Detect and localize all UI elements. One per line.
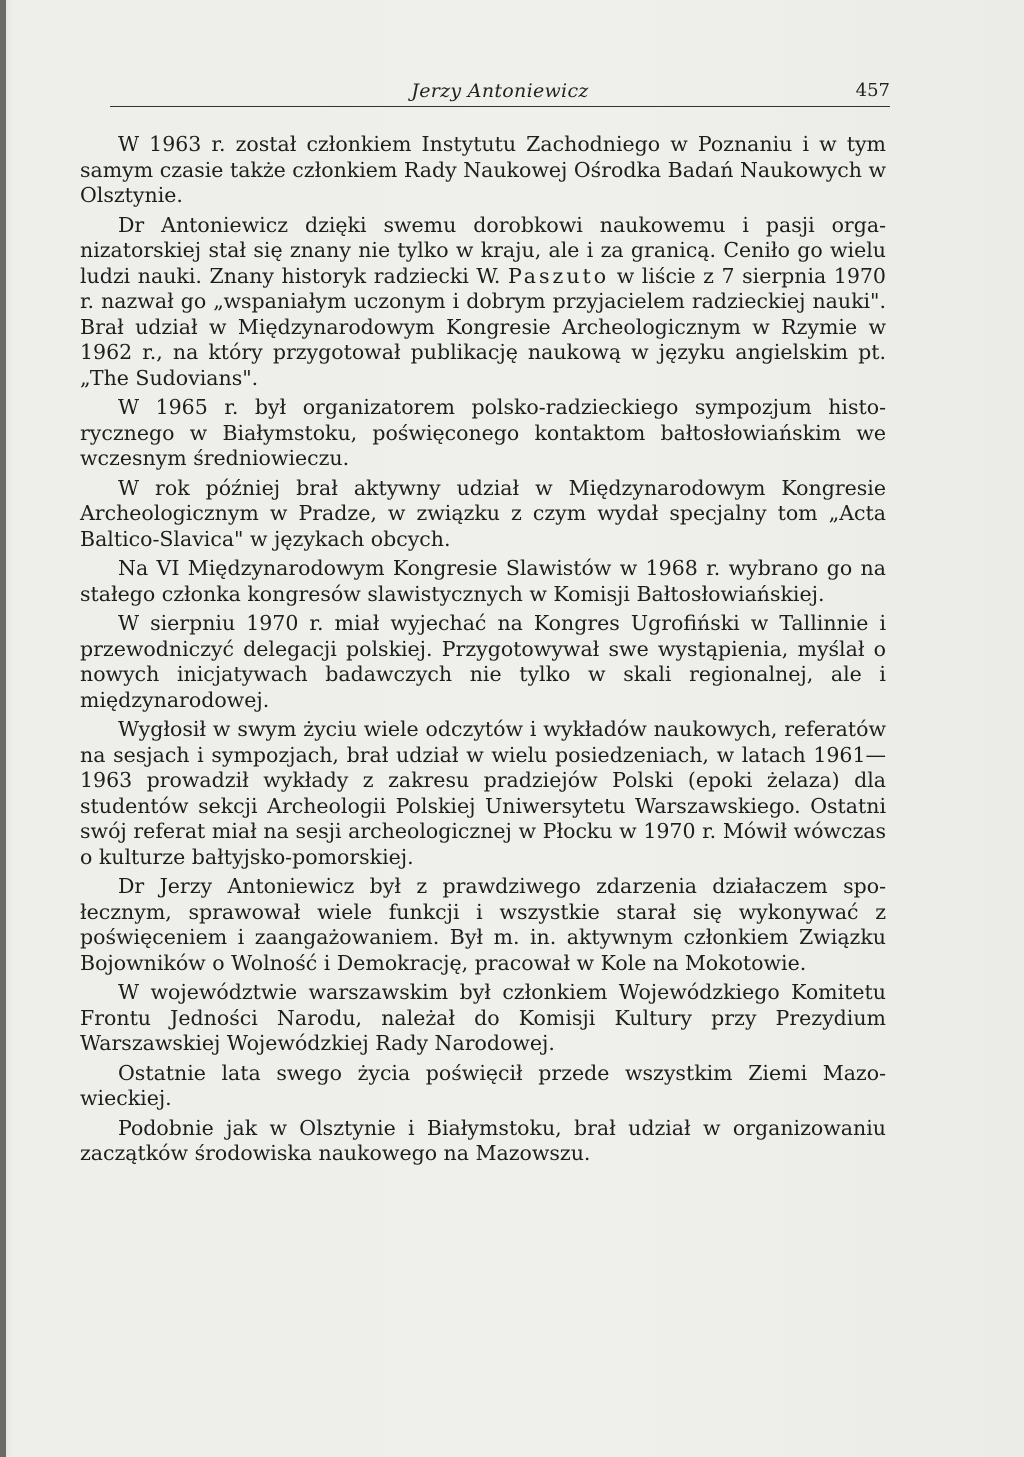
spaced-name: Paszuto — [507, 263, 610, 288]
paragraph-5: Na VI Międzynarodowym Kongresie Slawistów w 1968 r. wybrano go na stałego członka kongresów slawistycznych w Komisji Bałtosłowiańskiej. — [80, 556, 886, 606]
paragraph-9: W województwie warszawskim był członkiem Wojewódzkiego Komitetu Frontu Jedności Narodu, należał do Komisji Kultury przy Prezydium Warszawskiej Wojewódzkiej Rady Narodowej. — [80, 980, 886, 1055]
paragraph-6: W sierpniu 1970 r. miał wyjechać na Kongres Ugrofiński w Tallinnie i przewodniczyć delegacji polskiej. Przygotowywał swe wystąpienia, myślał o nowych inicjatywach badawczych nie tylko w skali regionalnej, ale i międzynarodowej. — [80, 611, 886, 712]
paragraph-2-text: Dr Antoniewicz dzięki swemu dorobkowi naukowemu i pasji organizatorskiej stał się znany nie tylko w kraju, ale i za granicą. Ceniło go wielu ludzi nauki. Znany historyk radziecki W. — [80, 212, 886, 288]
article-body — [80, 132, 886, 1171]
paragraph-11: Podobnie jak w Olsztynie i Białymstoku, brał udział w organizowaniu zaczątków środowiska naukowego na Mazowszu. — [80, 1115, 886, 1165]
running-title: Jerzy Antoniewicz — [411, 80, 589, 102]
paragraph-8: Dr Jerzy Antoniewicz był z prawdziwego zdarzenia działaczem społecznym, sprawował wiele funkcji i wszystkie starał się wykonywać z poświęceniem i zaangażowaniem. Był m. in. aktywnym członkiem Związku Bojowników o Wolność i Demokrację, pracował w Kole na Mokotowie. — [80, 874, 886, 975]
paragraph-3: W 1965 r. był organizatorem polsko-radzieckiego sympozjum historycznego w Białymstoku, poświęconego kontaktom bałtosłowiańskim we wczesnym średniowieczu. — [80, 395, 886, 470]
page-number: 457 — [855, 80, 890, 101]
paragraph-2 — [80, 213, 886, 392]
paragraph-10: Ostatnie lata swego życia poświęcił przede wszystkim Ziemi Mazowieckiej. — [80, 1060, 886, 1110]
paragraph-7: Wygłosił w swym życiu wiele odczytów i wykładów naukowych, referatów na sesjach i sympozjach, brał udział w wielu posiedzeniach, w latach 1961—1963 prowadził wykłady z zakresu pradziejów Polski (epoki żelaza) dla studentów sekcji Archeologii Polskiej Uniwersytetu Warszawskiego. Ostatni swój referat miał na sesji archeologicznej w Płocku w 1970 r. Mówił wówczas o kulturze bałtyjsko-pomorskiej. — [80, 717, 886, 869]
running-header — [110, 72, 890, 107]
paragraph-4: W rok później brał aktywny udział w Międzynarodowym Kongresie Archeologicznym w Pradze, w związku z czym wydał specjalny tom „Acta Baltico-Slavica" w językach obcych. — [80, 475, 886, 551]
page-binding-edge — [0, 0, 6, 1457]
paragraph-1: W 1963 r. został członkiem Instytutu Zachodniego w Poznaniu i w tym samym czasie także członkiem Rady Naukowej Ośrodka Badań Naukowych w Olsztynie. — [80, 132, 886, 207]
paragraph-2-continued: w liście z 7 sierpnia 1970 r. nazwał go „wspaniałym uczonym i dobrym przyjacielem radzieckiej nauki". Brał udział w Międzynarodowym Kongresie Archeologicznym w Rzymie w 1962 r., na który przygotował publikację naukową w języku angielskim pt. „The Sudovians". — [80, 263, 886, 390]
